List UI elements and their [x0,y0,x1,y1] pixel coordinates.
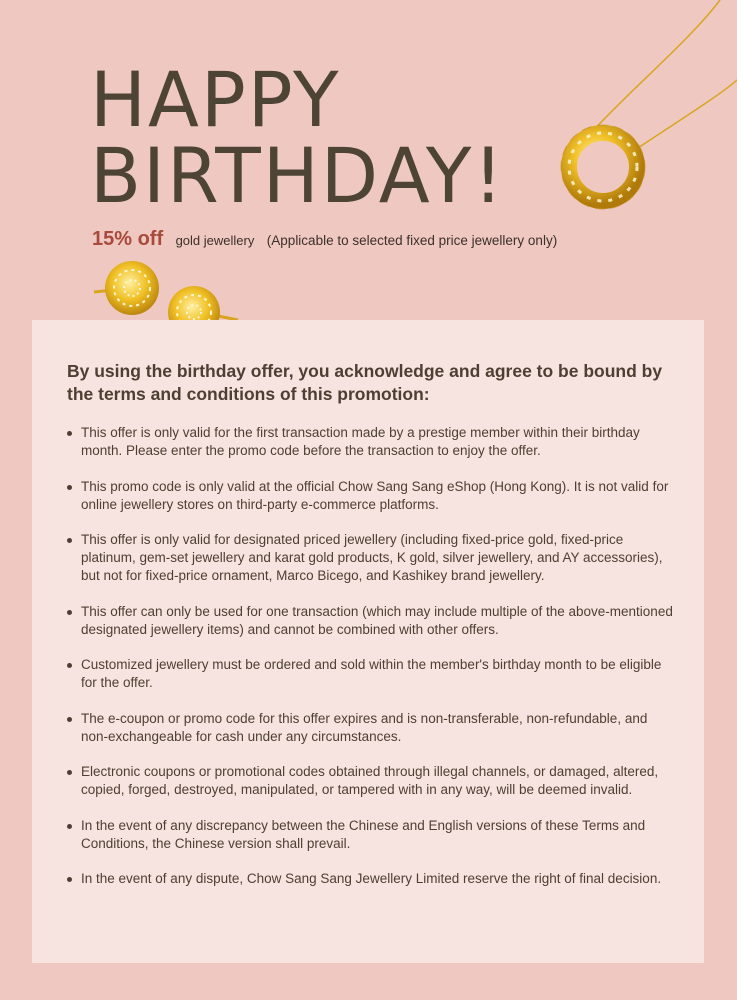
terms-item [67,710,677,746]
terms-item [67,656,677,692]
terms-item-text: Electronic coupons or promotional codes obtained through illegal channels, or damaged, altered, copied, forged, destroyed, manipulated, or tampered with in any way, will be deemed invalid. [81,764,659,797]
bullet-icon [67,824,72,829]
terms-item-text: In the event of any dispute, Chow Sang Sang Jewellery Limited reserve the right of final decision. [81,871,662,886]
bullet-icon [67,485,72,490]
necklace-image [540,0,737,220]
title-line-happy: HAPPY [90,55,341,144]
terms-item-text: This promo code is only valid at the official Chow Sang Sang eShop (Hong Kong). It is not valid for online jewellery stores on third-party e-commerce platforms. [81,478,669,512]
terms-item [67,478,677,514]
terms-item-text: In the event of any discrepancy between the Chinese and English versions of these Terms and Conditions, the Chinese version shall prevail. [81,817,646,851]
hero-banner [0,0,737,320]
bullet-icon [67,431,72,436]
bullet-icon [67,663,72,668]
terms-item-text: Customized jewellery must be ordered and sold within the member's birthday month to be eligible for the offer. [81,657,662,690]
title-line-birthday: BIRTHDAY! [90,131,506,220]
terms-item [67,870,677,888]
terms-item [67,817,677,853]
bullet-icon [67,770,72,775]
offer-percent: 15% off [92,228,164,250]
terms-list [67,424,677,906]
terms-item-text: This offer is only valid for designated priced jewellery (including fixed-price gold, fixed-price platinum, gem-set jewellery and karat gold products, K gold, silver jewellery, and AY accessories), but not for fixed-price ornament, Marco Bicego, and Kashikey brand jewellery. [81,532,663,583]
terms-item [67,763,677,799]
terms-item-text: The e-coupon or promo code for this offer expires and is non-transferable, non-refundable, and non-exchangeable for cash under any circumstances. [81,710,648,744]
bullet-icon [67,877,72,882]
terms-item [67,531,677,585]
bullet-icon [67,717,72,722]
birthday-title [90,55,514,220]
terms-panel [32,320,704,963]
offer-item: gold jewellery [175,233,255,248]
offer-note: (Applicable to selected fixed price jewellery only) [266,233,558,248]
terms-item [67,424,677,460]
bullet-icon [67,610,72,615]
offer-line [92,228,557,251]
terms-item-text: This offer can only be used for one transaction (which may include multiple of the above-mentioned designated jewellery items) and cannot be combined with other offers. [81,603,673,637]
terms-heading: By using the birthday offer, you acknowledge and agree to be bound by the terms and conditions of this promotion: [67,361,663,404]
terms-item-text: This offer is only valid for the first transaction made by a prestige member within their birthday month. Please enter the promo code before the transaction to enjoy the offer. [81,425,640,458]
terms-item [67,603,677,639]
bullet-icon [67,538,72,543]
